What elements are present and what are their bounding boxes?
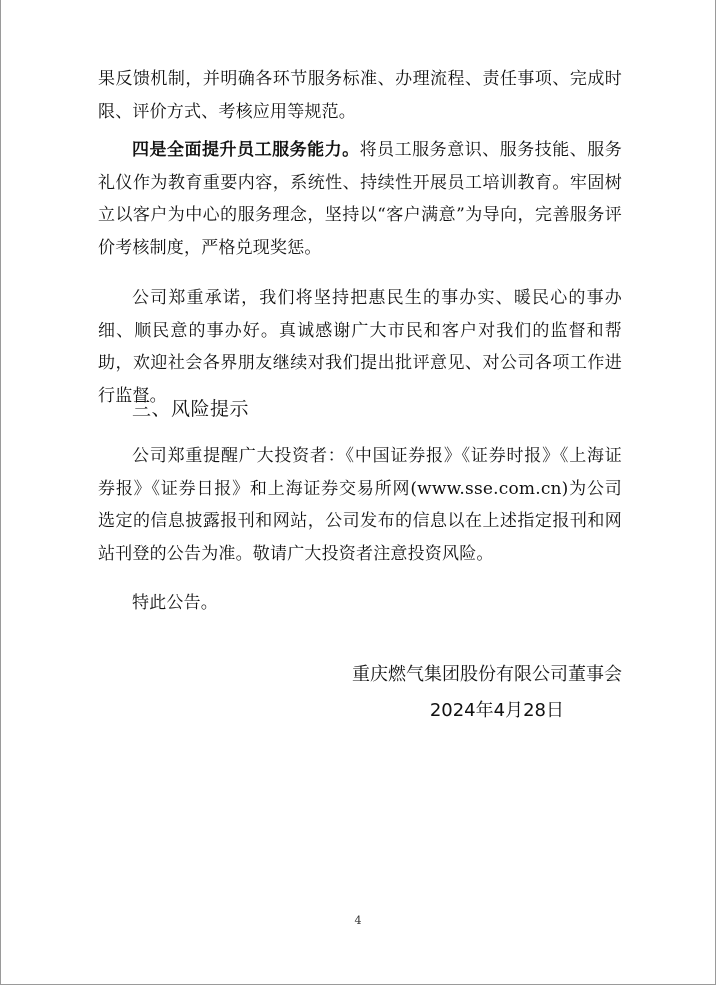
paragraph-feedback-mechanism: 果反馈机制，并明确各环节服务标准、办理流程、责任事项、完成时限、评价方式、考核应用等规范。 (98, 69, 622, 122)
signature-company: 重庆燃气集团股份有限公司董事会 (352, 664, 622, 685)
paragraph-lead-heading: 四是全面提升员工服务能力。 (132, 140, 360, 160)
signature-date: 2024年4月28日 (429, 700, 564, 721)
paragraph-investor-reminder: 公司郑重提醒广大投资者：《中国证券报》《证券时报》《上海证券报》《证券日报》和上海证券交易所网(www.sse.com.cn)为公司选定的信息披露报刊和网站，公司发布的信息以在上述指定报刊和网站刊登的公告为准。敬请广大投资者注意投资风险。 (98, 446, 622, 564)
paragraph-staff-service (98, 134, 622, 264)
signature-block (322, 657, 622, 729)
paragraph-commitment: 公司郑重承诺，我们将坚持把惠民生的事办实、暖民心的事办细、顺民意的事办好。真诚感谢广大市民和客户对我们的监督和帮助，欢迎社会各界朋友继续对我们提出批评意见、对公司各项工作进行监督。 (98, 288, 622, 406)
page-number: 4 (354, 914, 362, 927)
paragraph-closing: 特此公告。 (132, 593, 218, 613)
paragraph-body: 将员工服务意识、服务技能、服务礼仪作为教育重要内容，系统性、持续性开展员工培训教育。牢固树立以客户为中心的服务理念，坚持以“客户满意”为导向，完善服务评价考核制度，严格兑现奖惩。 (98, 140, 622, 258)
section-heading-risk: 三、风险提示 (132, 398, 250, 420)
